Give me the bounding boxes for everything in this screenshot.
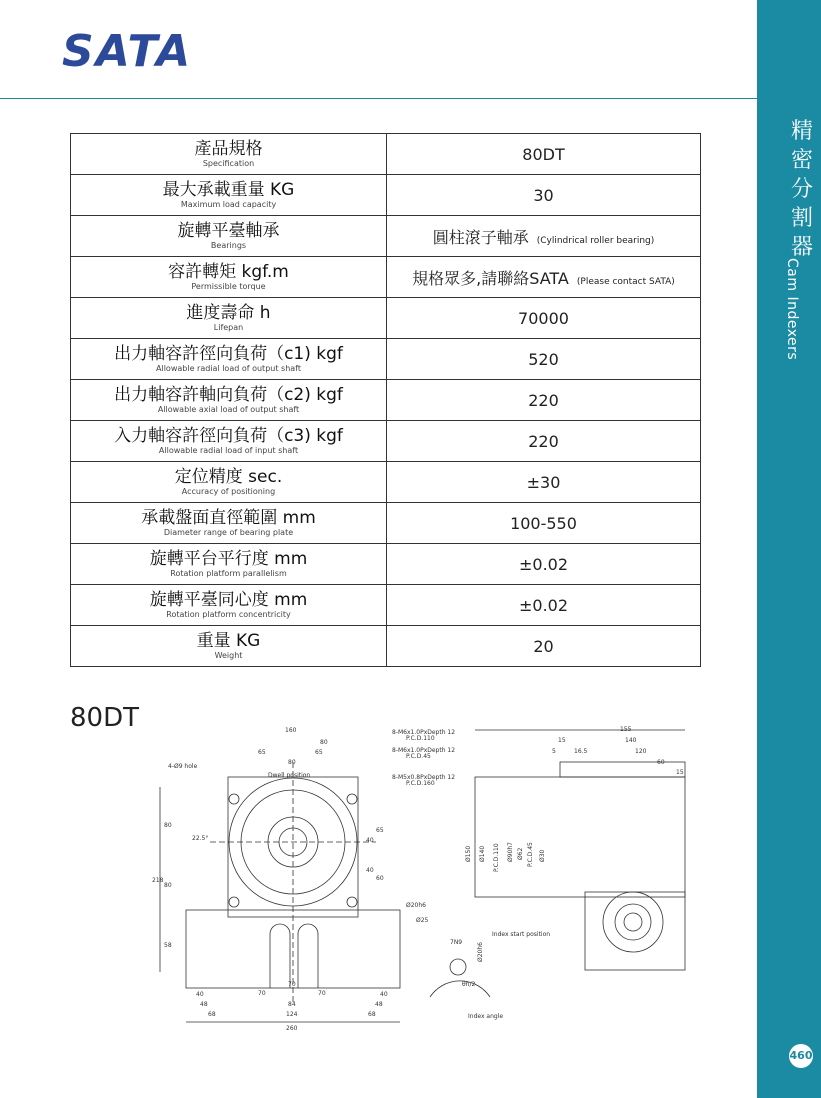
dim-label: θh/2 (462, 981, 476, 988)
dim-label: 40 (366, 867, 374, 874)
spec-label-en: Rotation platform concentricity (166, 610, 291, 619)
spec-value-text: 70000 (518, 308, 569, 328)
table-row (71, 626, 701, 667)
index-angle-label: Index angle (468, 1013, 504, 1020)
spec-label-zh: 旋轉平臺軸承 (177, 221, 280, 241)
callout-label: 8-M6x1.0PxDepth 12 (392, 729, 456, 736)
dim-label: 40 (366, 837, 374, 844)
dim-label: Ø62 (517, 847, 524, 860)
model-heading: 80DT (70, 703, 139, 733)
mount-hole (347, 897, 357, 907)
table-row (71, 503, 701, 544)
sidebar-char: 分 (790, 177, 813, 202)
spec-label-zh: 出力軸容許軸向負荷（c2) kgf (114, 385, 343, 405)
table-row (71, 298, 701, 339)
spec-label (71, 585, 387, 626)
dim-label: Ø20h6 (406, 902, 426, 909)
input-shaft-bore (615, 904, 651, 940)
base-block (186, 910, 400, 988)
spec-value-text: 30 (533, 185, 554, 205)
sidebar-char: 精 (790, 119, 813, 144)
dim-label: 80 (164, 882, 172, 889)
front-labels (152, 727, 455, 1032)
table-row (71, 216, 701, 257)
spec-label-zh: 旋轉平臺同心度 mm (149, 590, 308, 610)
spec-label (71, 503, 387, 544)
dim-label: 218 (152, 877, 164, 884)
table-row (71, 175, 701, 216)
side-housing (475, 777, 685, 897)
dim-label: 48 (375, 1001, 383, 1008)
dim-label: 60 (657, 759, 665, 766)
sidebar-char: 密 (790, 148, 813, 173)
spec-value (387, 503, 701, 544)
dim-label: Ø150 (465, 845, 472, 862)
spec-value (387, 134, 701, 175)
spec-label-zh: 產品規格 (194, 139, 263, 159)
dim-label: 260 (286, 1025, 298, 1032)
spec-value-text: ±0.02 (518, 554, 569, 574)
dim-label: 124 (286, 1011, 298, 1018)
dim-label: 7N9 (450, 939, 463, 946)
spec-label (71, 380, 387, 421)
callout-label: P.C.D.110 (406, 735, 435, 742)
dim-label: 70 (288, 981, 296, 988)
side-flange (560, 762, 685, 777)
mount-hole (229, 794, 239, 804)
dim-label: Ø90h7 (507, 842, 514, 862)
spec-label-en: Specification (202, 159, 255, 168)
spec-value-note: (Please contact SATA) (576, 276, 675, 287)
dim-label: 58 (164, 942, 172, 949)
dim-label: 65 (258, 749, 266, 756)
dim-label: 70 (318, 990, 326, 997)
spec-value-text: 520 (528, 349, 559, 369)
spec-label (71, 298, 387, 339)
spec-value-text: 220 (528, 390, 559, 410)
sidebar-char: 器 (790, 235, 813, 260)
table-row (71, 421, 701, 462)
dim-label: Ø30 (539, 849, 546, 862)
dim-label: 15 (676, 769, 684, 776)
angle-label: 22.5° (192, 835, 209, 842)
dim-label: Ø140 (479, 845, 486, 862)
input-shaft (624, 913, 642, 931)
spec-label-en: Allowable radial load of input shaft (158, 446, 299, 455)
spec-value-text: ±0.02 (518, 595, 569, 615)
spec-label-zh: 最大承載重量 KG (162, 180, 295, 200)
side-labels (450, 726, 684, 1020)
dim-label: P.C.D.45 (527, 842, 534, 867)
dim-label: 68 (368, 1011, 376, 1018)
dim-label: 80 (164, 822, 172, 829)
dim-label: 60 (376, 875, 384, 882)
spec-label (71, 175, 387, 216)
table-row (71, 339, 701, 380)
spec-value-text: 規格眾多,請聯絡SATA (412, 268, 569, 288)
spec-value-text: 80DT (522, 144, 565, 164)
spec-label (71, 134, 387, 175)
callout-label: P.C.D.160 (406, 780, 435, 787)
spec-label (71, 462, 387, 503)
spec-label-zh: 容許轉矩 kgf.m (168, 262, 289, 282)
spec-label-en: Maximum load capacity (180, 200, 277, 209)
spec-value (387, 339, 701, 380)
spec-value (387, 175, 701, 216)
index-key (450, 959, 466, 975)
spec-label-zh: 進度壽命 h (186, 303, 271, 323)
dim-label: 84 (288, 1001, 296, 1008)
spec-value (387, 626, 701, 667)
spec-label (71, 339, 387, 380)
spec-label-zh: 定位精度 sec. (174, 467, 283, 487)
spec-label-en: Allowable axial load of output shaft (157, 405, 300, 414)
table-row (71, 134, 701, 175)
table-row (71, 380, 701, 421)
brand-logo: SATA (62, 26, 193, 77)
table-row (71, 462, 701, 503)
spec-label-en: Bearings (210, 241, 247, 250)
callout-label: P.C.D.45 (406, 753, 431, 760)
spec-value-text: 220 (528, 431, 559, 451)
spec-label (71, 626, 387, 667)
spec-value-text: 20 (533, 636, 554, 656)
dwell-label: Dwell position (268, 772, 311, 779)
side-view (430, 730, 685, 997)
spec-value (387, 380, 701, 421)
spec-value (387, 585, 701, 626)
spec-label-zh: 承載盤面直徑範圍 mm (141, 508, 316, 528)
dim-label: Ø25 (416, 917, 429, 924)
mount-hole (347, 794, 357, 804)
dim-label: 120 (635, 748, 647, 755)
spec-label-zh: 重量 KG (196, 631, 261, 651)
spec-label-en: Rotation platform parallelism (170, 569, 287, 578)
dim-label: P.C.D.110 (493, 843, 500, 872)
spec-label-en: Lifepan (213, 323, 244, 332)
technical-drawing (130, 722, 730, 1042)
page-number: 460 (789, 1044, 813, 1068)
spec-value (387, 544, 701, 585)
dim-label: 80 (320, 739, 328, 746)
spec-value-note: (Cylindrical roller bearing) (536, 235, 655, 246)
sidebar-char: 割 (790, 206, 813, 231)
spec-label-en: Allowable radial load of output shaft (156, 364, 301, 373)
spec-label-en: Permissible torque (191, 282, 266, 291)
dim-label: 40 (380, 991, 388, 998)
dim-label: 70 (258, 990, 266, 997)
spec-label-en: Diameter range of bearing plate (163, 528, 294, 537)
input-shaft-housing (603, 892, 663, 952)
dim-label: 65 (315, 749, 323, 756)
callout-label: 8-M6x1.0PxDepth 12 (392, 747, 456, 754)
dim-label: 40 (196, 991, 204, 998)
spec-label (71, 421, 387, 462)
dim-label: 155 (620, 726, 632, 733)
dim-label: 68 (208, 1011, 216, 1018)
spec-label (71, 216, 387, 257)
spec-label-en: Weight (214, 651, 243, 660)
dim-label: 15 (558, 737, 566, 744)
spec-value-text: 圓柱滾子軸承 (432, 227, 529, 247)
dim-label: 80 (288, 759, 296, 766)
table-row (71, 544, 701, 585)
spec-value-text: ±30 (526, 472, 561, 492)
base-slot (270, 924, 318, 988)
table-row (71, 585, 701, 626)
holes-label: 4-Ø9 hole (168, 763, 198, 770)
dim-label: 5 (552, 748, 556, 755)
dim-label: 16.5 (574, 748, 588, 755)
sidebar-title-cjk (788, 117, 816, 262)
index-start-label: Index start position (492, 931, 551, 938)
dim-label: 140 (625, 737, 637, 744)
spec-label (71, 544, 387, 585)
index-angle-arc (430, 981, 490, 997)
spec-label-zh: 入力軸容許徑向負荷（c3) kgf (114, 426, 343, 446)
callout-label: 8-M5x0.8PxDepth 12 (392, 774, 456, 781)
spec-value (387, 216, 701, 257)
spec-label-zh: 出力軸容許徑向負荷（c1) kgf (114, 344, 343, 364)
dim-label: Ø20h6 (477, 942, 484, 962)
front-view (160, 762, 400, 1022)
spec-value (387, 298, 701, 339)
spec-value-text: 100-550 (510, 513, 577, 533)
spec-value (387, 257, 701, 298)
spec-value (387, 421, 701, 462)
spec-label-en: Accuracy of positioning (181, 487, 276, 496)
dim-label: 65 (376, 827, 384, 834)
sidebar-title-en: Cam Indexers (784, 258, 800, 361)
spec-label-zh: 旋轉平台平行度 mm (149, 549, 308, 569)
spec-label (71, 257, 387, 298)
dim-label: 160 (285, 727, 297, 734)
header-rule (0, 98, 757, 99)
dim-label: 48 (200, 1001, 208, 1008)
mount-hole (229, 897, 239, 907)
spec-table (70, 133, 701, 667)
spec-value (387, 462, 701, 503)
table-row (71, 257, 701, 298)
